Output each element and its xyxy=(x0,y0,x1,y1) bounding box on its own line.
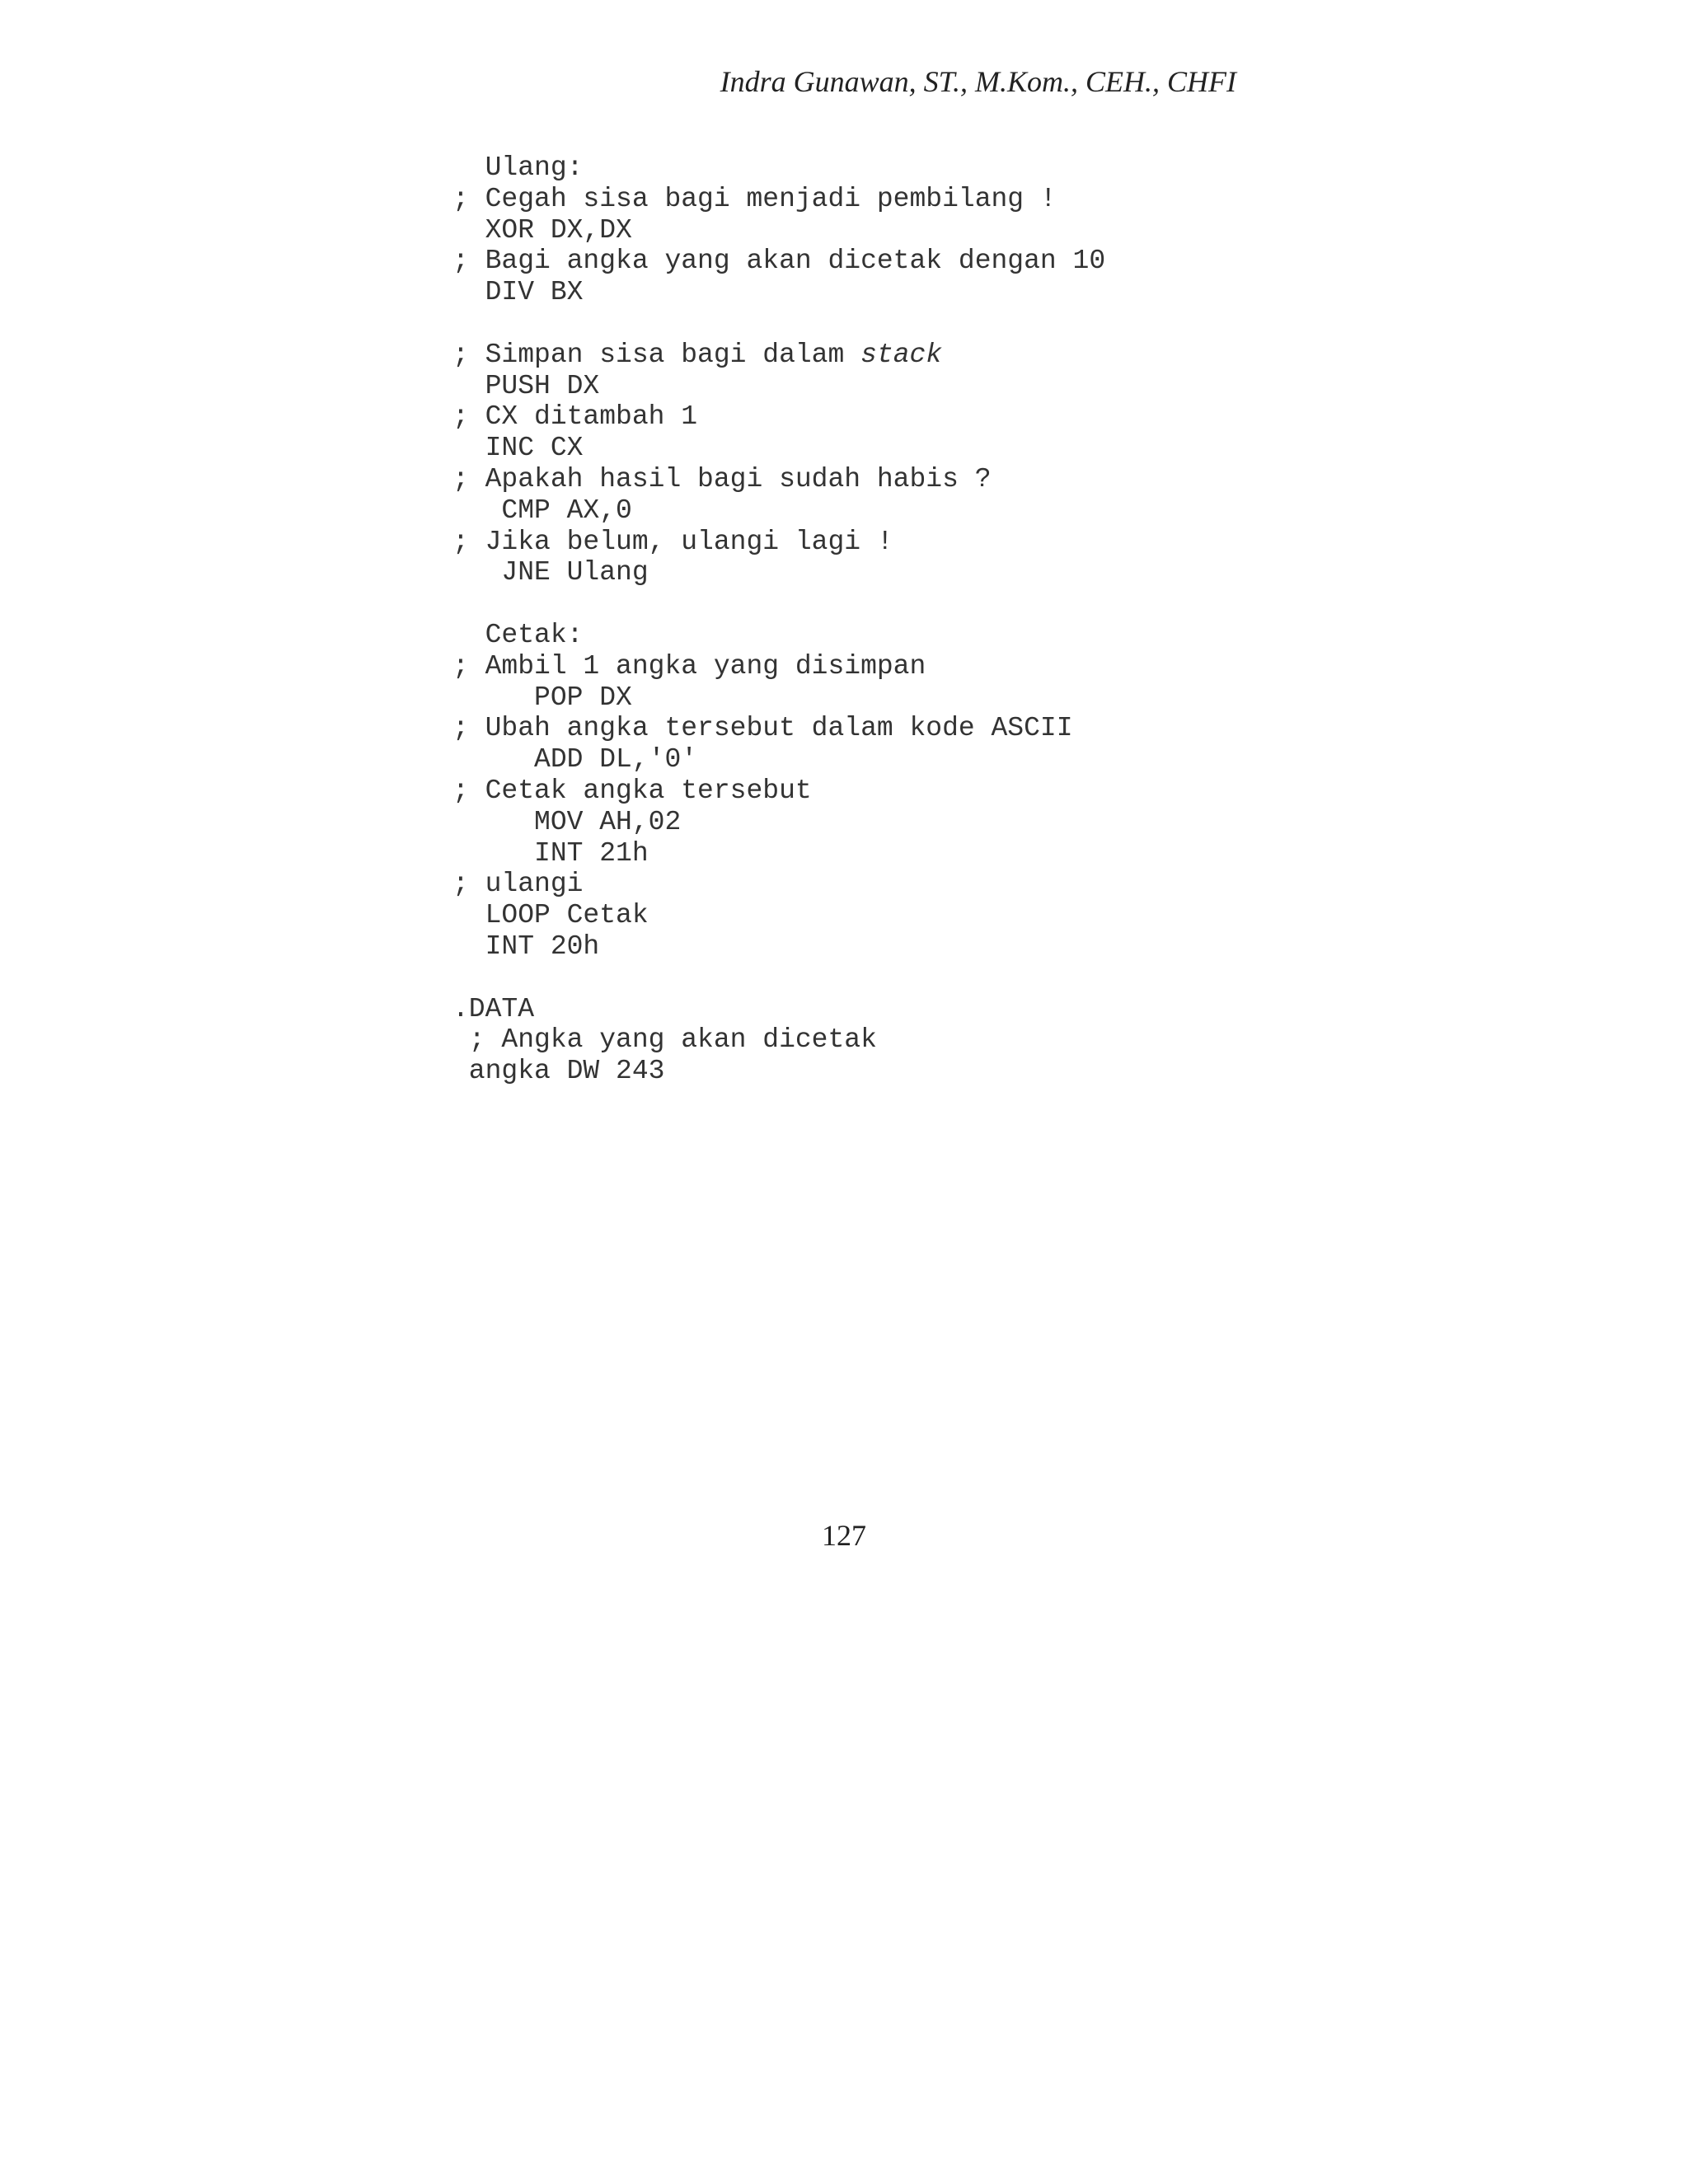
code-line: ; CX ditambah 1 xyxy=(452,401,698,433)
code-line: INT 20h xyxy=(452,930,600,962)
page-number: 127 xyxy=(822,1519,866,1552)
code-line: ADD DL,'0' xyxy=(452,744,698,776)
code-line: INC CX xyxy=(452,433,584,464)
code-line: LOOP Cetak xyxy=(452,900,649,931)
assembly-code-listing xyxy=(452,152,1105,1087)
code-line: MOV AH,02 xyxy=(452,806,682,837)
code-line: Cetak: xyxy=(452,619,584,650)
code-line: ; ulangi xyxy=(452,869,584,900)
code-line xyxy=(452,588,1105,620)
code-line: .DATA xyxy=(452,993,535,1024)
running-header-author: Indra Gunawan, ST., M.Kom., CEH., CHFI xyxy=(720,65,1236,98)
code-line: ; Apakah hasil bagi sudah habis ? xyxy=(452,463,992,494)
code-line: Ulang: xyxy=(452,152,584,183)
code-line: INT 21h xyxy=(452,837,649,869)
code-line: POP DX xyxy=(452,682,632,713)
code-line xyxy=(452,340,1105,371)
code-line: ; Ambil 1 angka yang disimpan xyxy=(452,650,926,682)
code-line: PUSH DX xyxy=(452,370,600,401)
code-line: CMP AX,0 xyxy=(452,494,632,526)
code-line-text: ; Simpan sisa bagi dalam xyxy=(452,339,861,370)
code-line: ; Cegah sisa bagi menjadi pembilang ! xyxy=(452,183,1057,214)
code-line: JNE Ulang xyxy=(452,557,649,588)
code-italic-word: stack xyxy=(860,339,943,370)
code-line xyxy=(452,963,1105,994)
code-line: ; Jika belum, ulangi lagi ! xyxy=(452,526,893,557)
code-line: angka DW 243 xyxy=(452,1056,665,1087)
code-line: XOR DX,DX xyxy=(452,214,632,246)
code-line: ; Cetak angka tersebut xyxy=(452,775,812,806)
code-line: ; Bagi angka yang akan dicetak dengan 10 xyxy=(452,246,1106,277)
code-line xyxy=(452,308,1105,340)
code-line: ; Ubah angka tersebut dalam kode ASCII xyxy=(452,713,1073,744)
code-line: DIV BX xyxy=(452,277,584,308)
code-line: ; Angka yang akan dicetak xyxy=(452,1024,877,1056)
